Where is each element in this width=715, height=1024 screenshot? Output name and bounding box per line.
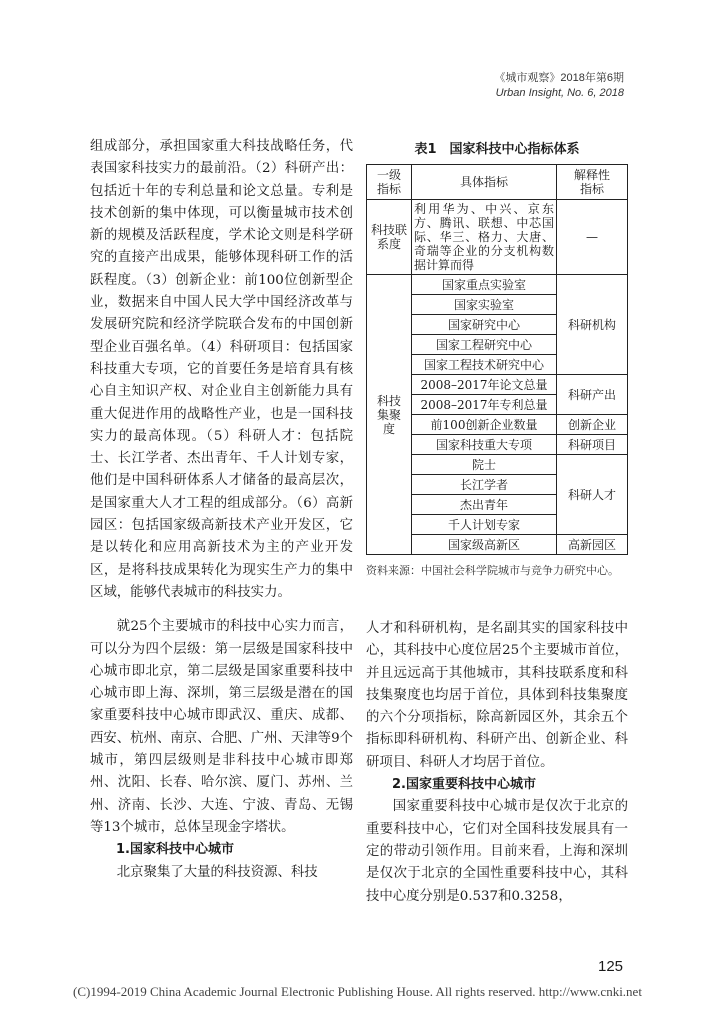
paragraph: 就25个主要城市的科技中心实力而言，可以分为四个层级：第一层级是国家科技中心城市即北京，第二层级是国家重要科技中心城市即上海、深圳，第三层级是潜在的国家重要科技中心城市即武汉、重庆、成都、西安、杭州、南京、合肥、广州、天津等9个城市，第四层级则是非科技中心城市即郑州、沈阳、长春、哈尔滨、厦门、苏州、兰州、济南、长沙、大连、宁波、青岛、无锡等13个城市，总体呈现金字塔状。: [90, 619, 353, 835]
explain-cell: 科研人才: [557, 455, 628, 535]
specific-cell: 利用华为、中兴、京东方、腾讯、联想、中芯国际、华三、格力、大唐、奇瑞等企业的分支机构数据计算而得: [412, 200, 557, 275]
right-column: [366, 618, 628, 908]
specific-cell: 国家工程技术研究中心: [412, 355, 557, 375]
specific-cell: 国家研究中心: [412, 315, 557, 335]
level1-cell: 科技 集聚 度: [367, 275, 412, 555]
specific-cell: 长江学者: [412, 475, 557, 495]
explain-cell: 科研项目: [557, 435, 628, 455]
explain-cell: —: [557, 200, 628, 275]
specific-cell: 院士: [412, 455, 557, 475]
specific-cell: 国家重点实验室: [412, 275, 557, 295]
explain-cell: 科研产出: [557, 375, 628, 415]
cnki-footer: (C)1994-2019 China Academic Journal Electronic Publishing House. All rights reserved. http://www.cnki.net: [73, 984, 642, 999]
specific-cell: 国家科技重大专项: [412, 435, 557, 455]
paragraph: 人才和科研机构，是名副其实的国家科技中心，其科技中心度位居25个主要城市首位，并且远远高于其他城市，其科技联系度和科技集聚度也均居于首位，具体到科技集聚度的六个分项指标，除高新园区外，其余五个指标即科研机构、科研产出、创新企业、科研项目、科研人才均居于首位。: [366, 621, 628, 770]
indicator-table: [366, 164, 628, 555]
table-row: [367, 275, 628, 295]
table-row: [367, 200, 628, 275]
specific-cell: 2008–2017年论文总量: [412, 375, 557, 395]
specific-cell: 2008–2017年专利总量: [412, 395, 557, 415]
specific-cell: 国家工程研究中心: [412, 335, 557, 355]
specific-cell: 前100创新企业数量: [412, 415, 557, 435]
header-explain: 解释性 指标: [557, 165, 628, 200]
journal-title: 《城市观察》2018年第6期: [494, 72, 624, 84]
running-header: [494, 71, 624, 101]
paragraph: 国家重要科技中心城市是仅次于北京的重要科技中心，它们对全国科技发展具有一定的带动引领作用。目前来看，上海和深圳是仅次于北京的全国性重要科技中心，其科技中心度分别是0.537和0.3258，: [366, 799, 628, 904]
section-heading: 2.国家重要科技中心城市: [392, 777, 536, 793]
header-specific: 具体指标: [412, 165, 557, 200]
explain-cell: 高新园区: [557, 535, 628, 555]
paragraph: 组成部分，承担国家重大科技战略任务，代表国家科技实力的最前沿。（2）科研产出：包括近十年的专利总量和论文总量。专利是技术创新的集中体现，可以衡量城市技术创新的规模及活跃程度，学术论文则是科学研究的直接产出成果，能够体现科研工作的活跃程度。（3）创新企业：前100位创新型企业，数据来自中国人民大学中国经济改革与发展研究院和经济学院联合发布的中国创新型企业百强名单。（4）科研项目：包括国家科技重大专项，它的首要任务是培育具有核心自主知识产权、对企业自主创新能力具有重大促进作用的战略性产业，也是一国科技实力的最高体现。（5）科研人才：包括院士、长江学者、杰出青年、千人计划专家，他们是中国科研体系人才储备的最高层次，是国家重大人才工程的组成部分。（6）高新园区：包括国家级高新技术产业开发区，它是以转化和应用高新技术为主的产业开发区，是将科技成果转化为现实生产力的集中区域，能够代表城市的科技实力。: [90, 139, 353, 600]
explain-cell: 科研机构: [557, 275, 628, 375]
header-level1: 一级 指标: [367, 165, 412, 200]
table-header-row: [367, 165, 628, 200]
table-source: 资料来源：中国社会科学院城市与竞争力研究中心。: [366, 564, 619, 577]
paragraph: 北京聚集了大量的科技资源、科技: [116, 864, 318, 880]
section-heading: 1.国家科技中心城市: [116, 842, 234, 858]
level1-cell: 科技联 系度: [367, 200, 412, 275]
specific-cell: 千人计划专家: [412, 515, 557, 535]
page-number: 125: [598, 958, 624, 975]
specific-cell: 杰出青年: [412, 495, 557, 515]
specific-cell: 国家实验室: [412, 295, 557, 315]
explain-cell: 创新企业: [557, 415, 628, 435]
left-column: [90, 136, 353, 884]
specific-cell: 国家级高新区: [412, 535, 557, 555]
journal-title-en: Urban Insight, No. 6, 2018: [495, 87, 624, 99]
table-caption: 表1 国家科技中心指标体系: [414, 142, 580, 157]
